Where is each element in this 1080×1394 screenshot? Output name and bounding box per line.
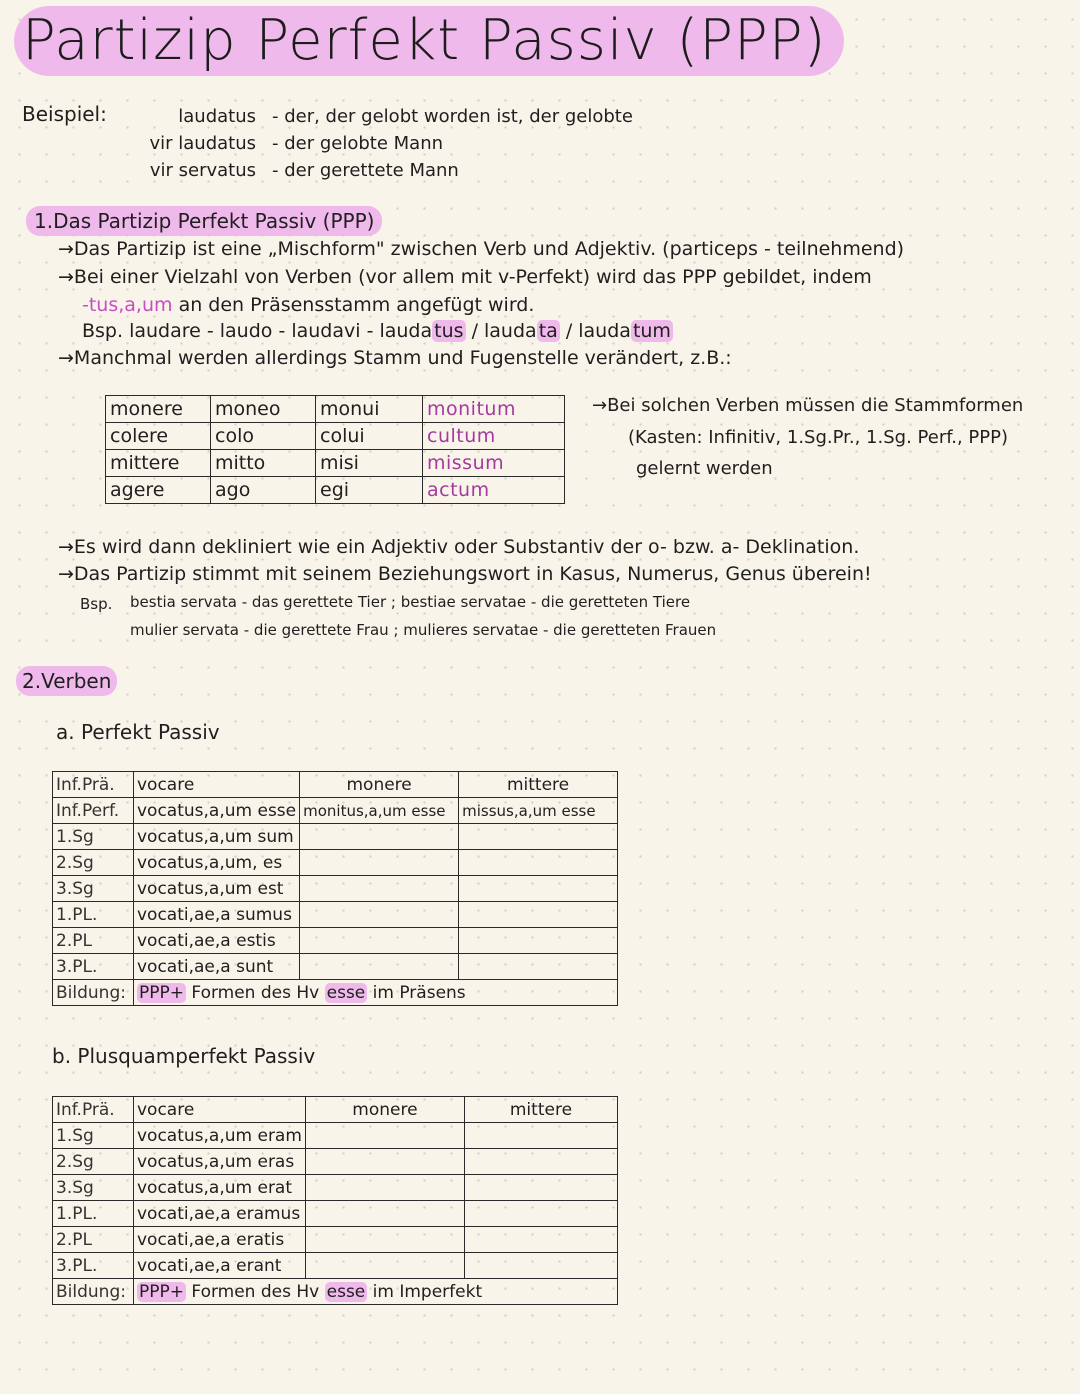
section-1-line-7: →Das Partizip stimmt mit seinem Beziehungswort in Kasus, Numerus, Genus überein! — [58, 563, 872, 585]
bildung-ppp: PPP+ — [139, 982, 184, 1003]
row-label: 1.PL. — [53, 1201, 134, 1227]
row-label: 3.Sg — [53, 1175, 134, 1201]
table-cell: vocatus,a,um erat — [134, 1175, 306, 1201]
table-cell: vocatus,a,um, es — [134, 850, 300, 876]
table-cell: vocati,ae,a sumus — [134, 902, 300, 928]
table-cell: colere — [106, 423, 211, 450]
table-cell — [300, 876, 459, 902]
header-cell: Inf.Prä. — [53, 1097, 134, 1123]
bildung-esse: esse — [326, 1281, 366, 1302]
line-4-prefix: Bsp. laudare - laudo - laudavi - lauda — [82, 320, 433, 342]
table-row — [106, 450, 565, 477]
row-label: 3.Sg — [53, 876, 134, 902]
table-cell-ppp: monitum — [423, 396, 565, 423]
beispiel-german-1: - der, der gelobt worden ist, der gelobte — [272, 106, 633, 127]
table-cell-ppp: actum — [423, 477, 565, 504]
line-4-mid: / lauda — [465, 320, 537, 342]
section-2-heading: 2.Verben — [16, 666, 117, 696]
beispiel-latin-3: vir servatus — [149, 160, 256, 181]
table-header-row — [53, 772, 618, 798]
header-cell: vocare — [134, 1097, 306, 1123]
table-cell — [305, 1149, 464, 1175]
table-cell: vocati,ae,a eramus — [134, 1201, 306, 1227]
table-cell — [300, 954, 459, 980]
row-label: 2.PL — [53, 928, 134, 954]
perfekt-passiv-heading: a. Perfekt Passiv — [56, 720, 220, 744]
bsp-line-2: mulier servata - die gerettete Frau ; mulieres servatae - die geretteten Frauen — [130, 621, 717, 639]
table-cell: vocatus,a,um esse — [134, 798, 300, 824]
header-cell: vocare — [134, 772, 300, 798]
table-row — [53, 902, 618, 928]
table-cell: vocatus,a,um eram — [134, 1123, 306, 1149]
table-cell: misi — [316, 450, 423, 477]
table-row — [53, 1123, 618, 1149]
table-cell — [459, 876, 618, 902]
header-cell: mittere — [464, 1097, 617, 1123]
table-row — [53, 954, 618, 980]
stem-note-3: gelernt werden — [636, 458, 773, 479]
row-label: 3.PL. — [53, 954, 134, 980]
table-cell: mittere — [106, 450, 211, 477]
line-4-mid-2: / lauda — [559, 320, 631, 342]
table-cell — [459, 902, 618, 928]
table-cell — [464, 1253, 617, 1279]
table-cell — [300, 850, 459, 876]
beispiel-latin-2: vir laudatus — [149, 133, 256, 154]
table-cell — [459, 824, 618, 850]
beispiel-label: Beispiel: — [22, 102, 107, 126]
highlight-ta: ta — [538, 320, 558, 342]
perfekt-passiv-table — [52, 771, 618, 1006]
table-cell: colui — [316, 423, 423, 450]
header-cell: mittere — [459, 772, 618, 798]
stem-note-1: →Bei solchen Verben müssen die Stammformen — [592, 395, 1024, 416]
row-label: Inf.Perf. — [53, 798, 134, 824]
table-cell-ppp: missum — [423, 450, 565, 477]
table-cell: mitto — [211, 450, 316, 477]
table-cell — [464, 1175, 617, 1201]
table-cell — [459, 928, 618, 954]
table-cell — [305, 1253, 464, 1279]
header-cell: monere — [300, 772, 459, 798]
section-1-line-2: →Bei einer Vielzahl von Verben (vor allem mit v-Perfekt) wird das PPP gebildet, indem — [58, 266, 872, 288]
table-row — [53, 798, 618, 824]
bildung-text-1: Formen des Hv — [186, 982, 325, 1003]
table-header-row — [53, 1097, 618, 1123]
table-cell: colo — [211, 423, 316, 450]
table-row — [53, 824, 618, 850]
bildung-row — [53, 1279, 618, 1305]
table-cell: monui — [316, 396, 423, 423]
bildung-esse: esse — [326, 982, 366, 1003]
section-1-line-6: →Es wird dann dekliniert wie ein Adjektiv oder Substantiv der o- bzw. a- Deklination. — [58, 536, 860, 558]
bildung-text-2: im Präsens — [367, 982, 466, 1003]
bildung-text-2: im Imperfekt — [367, 1281, 483, 1302]
table-cell — [464, 1149, 617, 1175]
page-title: Partizip Perfekt Passiv (PPP) — [14, 6, 844, 76]
table-row — [106, 423, 565, 450]
bildung-text — [134, 980, 618, 1006]
table-cell — [459, 850, 618, 876]
section-1-heading: 1.Das Partizip Perfekt Passiv (PPP) — [26, 206, 382, 236]
bildung-text — [134, 1279, 618, 1305]
row-label: 1.PL. — [53, 902, 134, 928]
table-row — [106, 396, 565, 423]
table-cell — [305, 1175, 464, 1201]
beispiel-german-3: - der gerettete Mann — [272, 160, 459, 181]
table-cell: vocatus,a,um eras — [134, 1149, 306, 1175]
section-1-line-5: →Manchmal werden allerdings Stamm und Fugenstelle verändert, z.B.: — [58, 347, 732, 369]
table-cell: vocatus,a,um est — [134, 876, 300, 902]
table-cell — [305, 1123, 464, 1149]
table-cell: vocati,ae,a sunt — [134, 954, 300, 980]
table-cell-ppp: cultum — [423, 423, 565, 450]
row-label: 1.Sg — [53, 824, 134, 850]
table-cell: egi — [316, 477, 423, 504]
bildung-label: Bildung: — [53, 1279, 134, 1305]
highlight-tum: tum — [632, 320, 671, 342]
bildung-text-1: Formen des Hv — [186, 1281, 325, 1302]
plusquamperfekt-passiv-heading: b. Plusquamperfekt Passiv — [52, 1044, 316, 1068]
table-cell: monere — [106, 396, 211, 423]
suffix-tus-a-um: -tus,a,um — [82, 294, 173, 316]
section-1-line-3 — [82, 294, 534, 316]
stem-forms-table — [105, 395, 565, 504]
table-cell — [464, 1227, 617, 1253]
table-cell: vocati,ae,a estis — [134, 928, 300, 954]
row-label: 3.PL. — [53, 1253, 134, 1279]
table-cell: agere — [106, 477, 211, 504]
section-1-line-1: →Das Partizip ist eine „Mischform" zwischen Verb und Adjektiv. (particeps - teilnehmend) — [58, 238, 905, 260]
table-cell: vocati,ae,a eratis — [134, 1227, 306, 1253]
stem-note-2: (Kasten: Infinitiv, 1.Sg.Pr., 1.Sg. Perf., PPP) — [628, 427, 1008, 448]
row-label: 1.Sg — [53, 1123, 134, 1149]
table-cell: moneo — [211, 396, 316, 423]
table-row — [53, 1227, 618, 1253]
table-cell — [300, 928, 459, 954]
bsp-line-1: bestia servata - das gerettete Tier ; bestiae servatae - die geretteten Tiere — [130, 593, 691, 611]
table-row — [106, 477, 565, 504]
row-label: 2.Sg — [53, 850, 134, 876]
table-row — [53, 1175, 618, 1201]
table-row — [53, 928, 618, 954]
table-cell — [464, 1201, 617, 1227]
table-cell — [459, 954, 618, 980]
table-cell: vocati,ae,a erant — [134, 1253, 306, 1279]
bsp-label: Bsp. — [80, 595, 113, 613]
section-1-line-4 — [82, 320, 673, 342]
table-row — [53, 876, 618, 902]
header-cell: Inf.Prä. — [53, 772, 134, 798]
table-row — [53, 1149, 618, 1175]
row-label: 2.Sg — [53, 1149, 134, 1175]
header-cell: monere — [305, 1097, 464, 1123]
table-cell: monitus,a,um esse — [300, 798, 459, 824]
table-row — [53, 1253, 618, 1279]
table-cell: missus,a,um esse — [459, 798, 618, 824]
beispiel-german-2: - der gelobte Mann — [272, 133, 444, 154]
table-cell — [305, 1227, 464, 1253]
table-cell — [464, 1123, 617, 1149]
table-cell — [300, 824, 459, 850]
table-cell: ago — [211, 477, 316, 504]
bildung-row — [53, 980, 618, 1006]
beispiel-latin-1: laudatus — [178, 106, 256, 127]
table-cell — [305, 1201, 464, 1227]
highlight-tus: tus — [434, 320, 464, 342]
table-row — [53, 1201, 618, 1227]
table-cell: vocatus,a,um sum — [134, 824, 300, 850]
bildung-ppp: PPP+ — [139, 1281, 184, 1302]
line-3-rest: an den Präsensstamm angefügt wird. — [178, 294, 535, 316]
plusquamperfekt-passiv-table — [52, 1096, 618, 1305]
table-cell — [300, 902, 459, 928]
bildung-label: Bildung: — [53, 980, 134, 1006]
table-row — [53, 850, 618, 876]
row-label: 2.PL — [53, 1227, 134, 1253]
